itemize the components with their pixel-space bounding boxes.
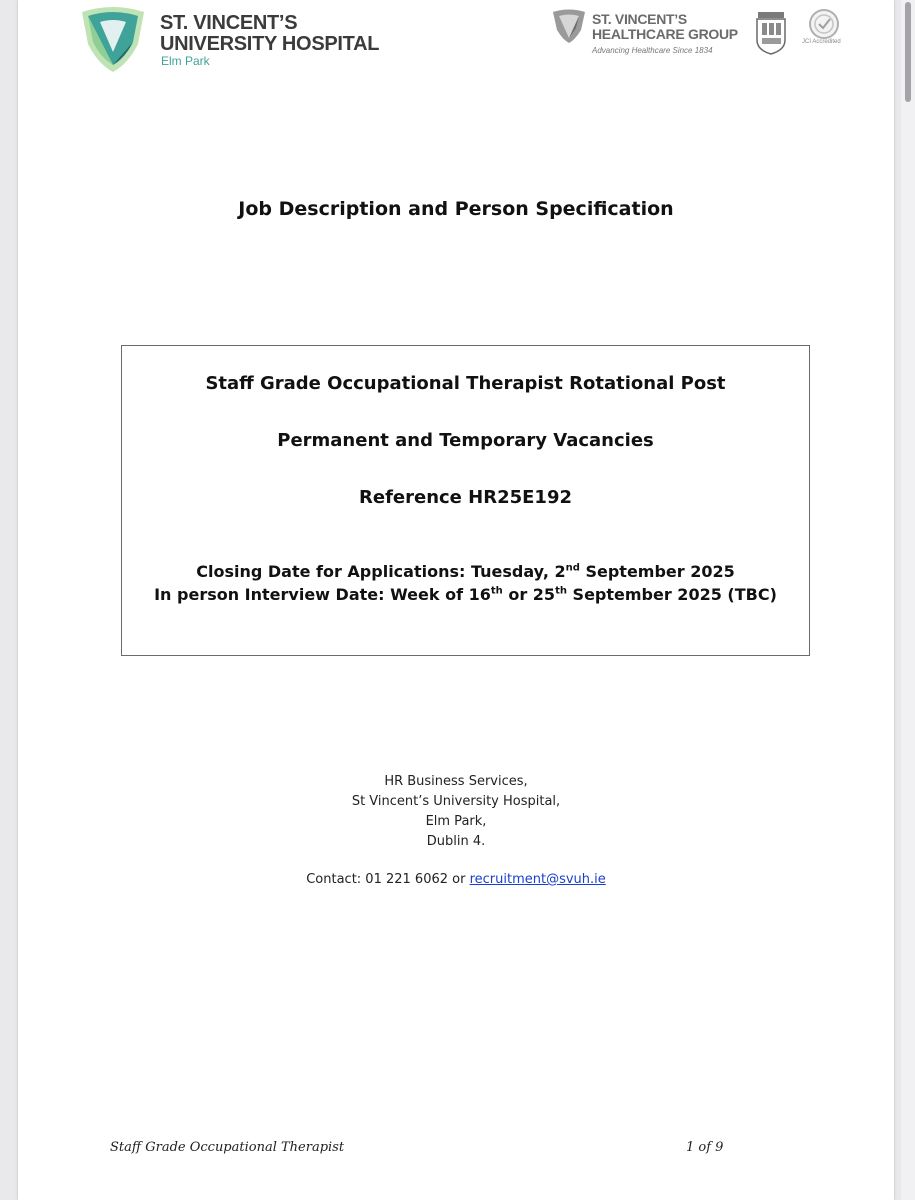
address-line: Dublin 4.: [426, 834, 486, 849]
contact-email-link[interactable]: recruitment@svuh.ie: [469, 872, 606, 887]
group-logo-tagline: Advancing Healthcare Since 1834: [592, 46, 713, 55]
interview-date: In person Interview Date: Week of 16th or 25th September 2025 (TBC): [154, 585, 777, 604]
group-logo-line1: ST. VINCENT’S: [592, 11, 687, 27]
address-line: St Vincent’s University Hospital,: [351, 794, 561, 809]
jci-seal-icon: [808, 8, 840, 40]
scrollbar-thumb[interactable]: [905, 2, 911, 102]
post-title: Staff Grade Occupational Therapist Rotational Post: [205, 373, 726, 394]
svuh-logo-line2: UNIVERSITY HOSPITAL: [160, 33, 380, 55]
reference-number: Reference HR25E192: [359, 487, 572, 508]
hr-address: [18, 772, 894, 852]
address-line: HR Business Services,: [384, 774, 528, 789]
svhg-shield-icon: [552, 8, 586, 44]
group-logos: [552, 8, 872, 64]
vacancy-type: Permanent and Temporary Vacancies: [277, 430, 654, 451]
group-logo-line2: HEALTHCARE GROUP: [592, 26, 738, 42]
document-title: Job Description and Person Specification: [238, 198, 674, 220]
footer-document-name: Staff Grade Occupational Therapist: [110, 1140, 345, 1155]
svuh-shield-icon: [78, 4, 148, 74]
jci-seal-label: JCI Accredited: [802, 39, 841, 45]
footer-page-number: 1 of 9: [686, 1140, 724, 1155]
post-details-box: [121, 345, 810, 656]
svuh-logo: [78, 4, 378, 76]
contact-phone: Contact: 01 221 6062 or: [306, 872, 470, 887]
svuh-logo-subtitle: Elm Park: [161, 54, 210, 68]
ucd-crest-icon: [754, 10, 788, 56]
address-line: Elm Park,: [425, 814, 487, 829]
document-page: [18, 0, 894, 1200]
contact-line: [18, 872, 894, 887]
svuh-logo-line1: ST. VINCENT’S: [160, 12, 298, 34]
vertical-scrollbar[interactable]: [901, 0, 915, 1200]
closing-date: Closing Date for Applications: Tuesday, 2nd September 2025: [196, 562, 735, 581]
